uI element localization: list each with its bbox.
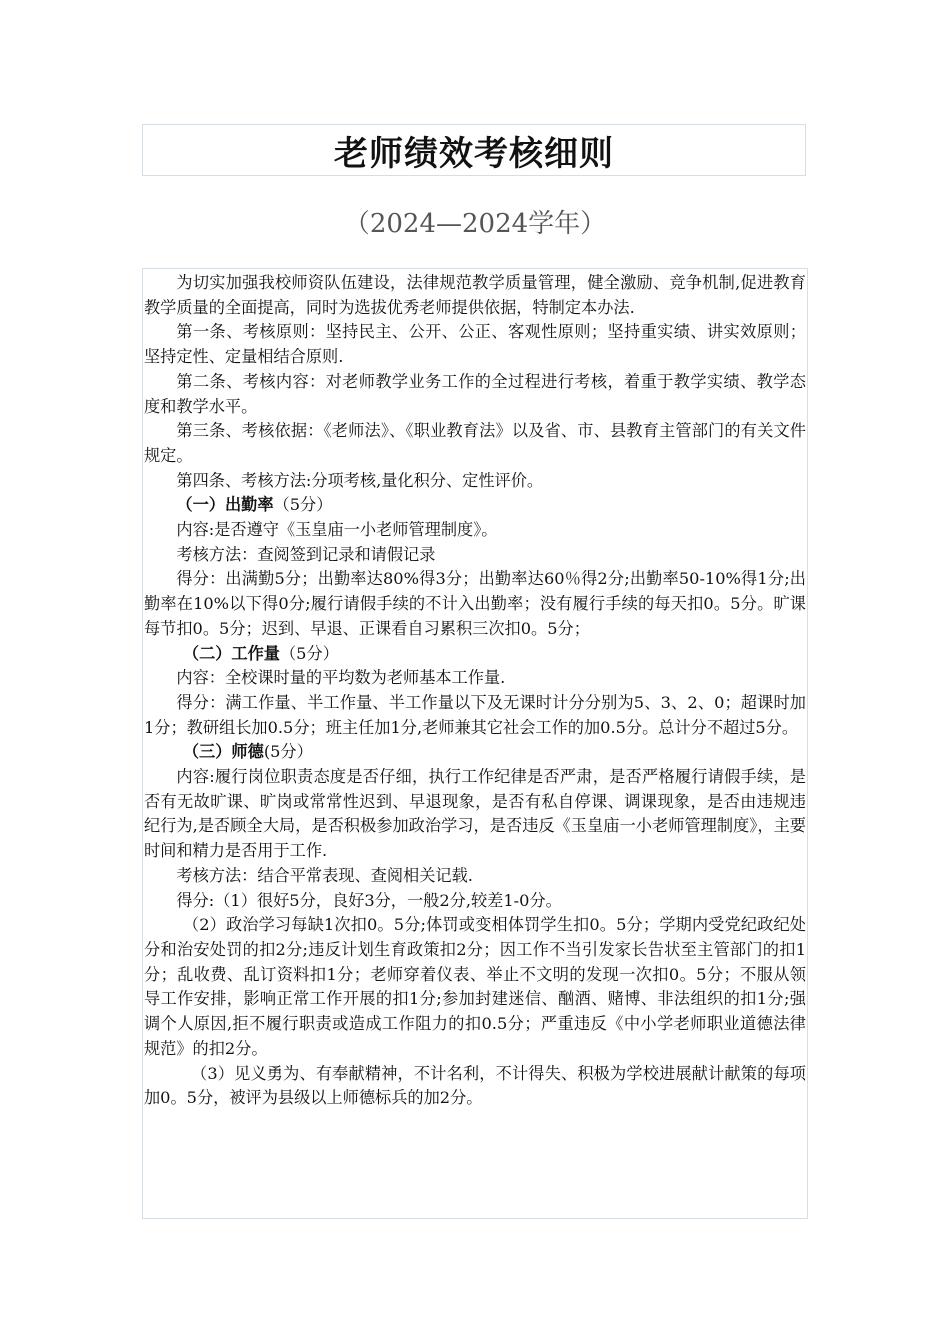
- section-2-points: 得分：满工作量、半工作量、半工作量以下及无课时计分分别为5、3、2、0；超课时加1分；教研组长加0.5分；班主任加1分,老师兼其它社会工作的加0.5分。总计分不超过5分。: [144, 692, 806, 737]
- article-3-paragraph: 第三条、考核依据：《老师法》、《职业教育法》以及省、市、县教育主管部门的有关文件规定。: [144, 421, 806, 465]
- section-3-title: （三）师德: [182, 742, 264, 762]
- document-subtitle: （2024—2024学年）: [343, 209, 607, 239]
- section-3-points-3: （3）见义勇为、有奉献精神，不计名利，不计得失、积极为学校进展献计献策的每项加0。5分，被评为县级以上师德标兵的加2分。: [144, 1063, 806, 1108]
- section-1-score: （5分）: [273, 495, 333, 515]
- document-body: [142, 268, 808, 1219]
- section-3-points-1: 得分:（1）很好5分，良好3分，一般2分,较差1-0分。: [176, 890, 562, 910]
- section-3-content: 内容:履行岗位职责态度是否仔细，执行工作纪律是否严肃，是否严格履行请假手续，是否有无故旷课、旷岗或常常性迟到、早退现象，是否有私自停课、调课现象，是否由违规违纪行为,是否顾全大局，是否积极参加政治学习，是否违反《玉皇庙一小老师管理制度》，主要时间和精力是否用于工作.: [144, 767, 806, 861]
- title-box: [142, 124, 806, 176]
- intro-paragraph: 为切实加强我校师资队伍建设，法律规范教学质量管理，健全激励、竞争机制,促进教育教学质量的全面提高，同时为选拔优秀老师提供依据，特制定本办法.: [144, 273, 806, 317]
- article-1-paragraph: 第一条、考核原则：坚持民主、公开、公正、客观性原则；坚持重实绩、讲实效原则；坚持定性、定量相结合原则.: [144, 322, 806, 367]
- section-2-content: 内容：全校课时量的平均数为老师基本工作量.: [176, 668, 506, 688]
- section-3-score: (5分）: [263, 742, 313, 762]
- section-3-method: 考核方法：结合平常表现、查阅相关记载.: [176, 865, 473, 885]
- section-1-method: 考核方法：查阅签到记录和请假记录: [176, 544, 436, 564]
- document-title: 老师绩效考核细则: [334, 133, 614, 174]
- section-2-title: （二）工作量: [182, 643, 280, 663]
- article-2-paragraph: 第二条、考核内容：对老师教学业务工作的全过程进行考核，着重于教学实绩、教学态度和教学水平。: [144, 371, 806, 416]
- section-1-heading: [144, 493, 806, 518]
- section-2-score: （5分）: [280, 643, 339, 663]
- section-1-content: 内容:是否遵守《玉皇庙一小老师管理制度》。: [176, 520, 498, 540]
- article-4-paragraph: 第四条、考核方法:分项考核,量化积分、定性评价。: [176, 470, 544, 490]
- section-3-points-2: （2）政治学习每缺1次扣0。5分;体罚或变相体罚学生扣0。5分；学期内受党纪政纪处分和治安处罚的扣2分;违反计划生育政策扣2分；因工作不当引发家长告状至主管部门的扣1分；乱收费、乱订资料扣1分；老师穿着仪表、举止不文明的发现一次扣0。5分；不服从领导工作安排，影响正常工作开展的扣1分;参加封建迷信、酗酒、赌博、非法组织的扣1分;强调个人原因,拒不履行职责或造成工作阻力的扣0.5分；严重违反《中小学老师职业道德法律规范》的扣2分。: [144, 915, 806, 1058]
- section-1-title: （一）出勤率: [176, 495, 274, 515]
- section-1-points: 得分：出满勤5分；出勤率达80%得3分；出勤率达60％得2分;出勤率50-10%得1分;出勤率在10%以下得0分;履行请假手续的不计入出勤率；没有履行手续的每天扣0。5分。旷课每节扣0。5分；迟到、早退、正课看自习累积三次扣0。5分；: [144, 569, 806, 638]
- section-3-heading: [144, 740, 806, 765]
- section-2-heading: [144, 642, 806, 667]
